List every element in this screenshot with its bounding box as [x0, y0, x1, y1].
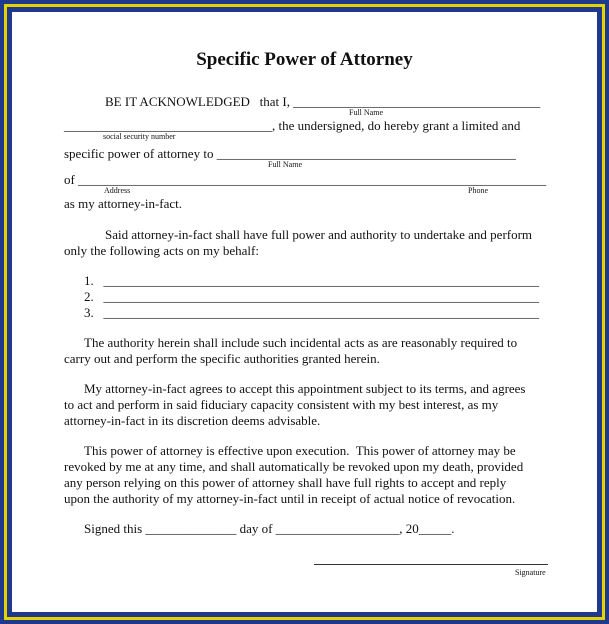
full-name-caption-2: Full Name [268, 160, 302, 169]
signature-caption: Signature [515, 568, 546, 577]
document-title: Specific Power of Attorney [196, 49, 413, 70]
attorney-name-line: specific power of attorney to ______________________________________________ [64, 146, 516, 161]
signature-rule [314, 564, 548, 565]
phone-caption: Phone [468, 186, 488, 195]
paragraph-2-line-2: carry out and perform the specific authorities granted herein. [64, 351, 380, 366]
act-item-3: 3. ___________________________________________________________________ [84, 305, 539, 320]
act-item-2: 2. ___________________________________________________________________ [84, 289, 539, 304]
ssn-caption: social security number [103, 132, 176, 141]
acknowledge-line: BE IT ACKNOWLEDGED that I, ______________________________________ [105, 94, 541, 109]
address-line: of ________________________________________________________________________ [64, 172, 547, 187]
paragraph-3-line-2: to act and perform in said fiduciary capacity consistent with my best interest, as my [64, 397, 499, 412]
grant-line: ________________________________, the undersigned, do hereby grant a limited and [64, 118, 521, 133]
paragraph-3-line-3: attorney-in-fact in its discretion deems advisable. [64, 413, 321, 428]
address-caption: Address [104, 186, 131, 195]
paragraph-4-line-2: revoked by me at any time, and shall automatically be revoked upon my death, provided [64, 459, 524, 474]
paragraph-4-line-1: This power of attorney is effective upon execution. This power of attorney may be [84, 443, 516, 458]
signed-line: Signed this ______________ day of ___________________, 20_____. [84, 521, 455, 536]
attorney-in-fact-line: as my attorney-in-fact. [64, 196, 183, 211]
paragraph-1-line-2: only the following acts on my behalf: [64, 243, 259, 258]
paragraph-3-line-1: My attorney-in-fact agrees to accept this appointment subject to its terms, and agrees [84, 381, 526, 396]
paragraph-2-line-1: The authority herein shall include such incidental acts as are reasonably required to [84, 335, 518, 350]
document-page [12, 12, 597, 612]
paragraph-4-line-4: upon the authority of my attorney-in-fact until in receipt of actual notice of revocation. [64, 491, 516, 506]
full-name-caption: Full Name [349, 108, 383, 117]
act-item-1: 1. ___________________________________________________________________ [84, 273, 539, 288]
paragraph-4-line-3: any person relying on this power of attorney shall have full rights to accept and reply [64, 475, 507, 490]
paragraph-1-line-1: Said attorney-in-fact shall have full power and authority to undertake and perform [105, 227, 533, 242]
